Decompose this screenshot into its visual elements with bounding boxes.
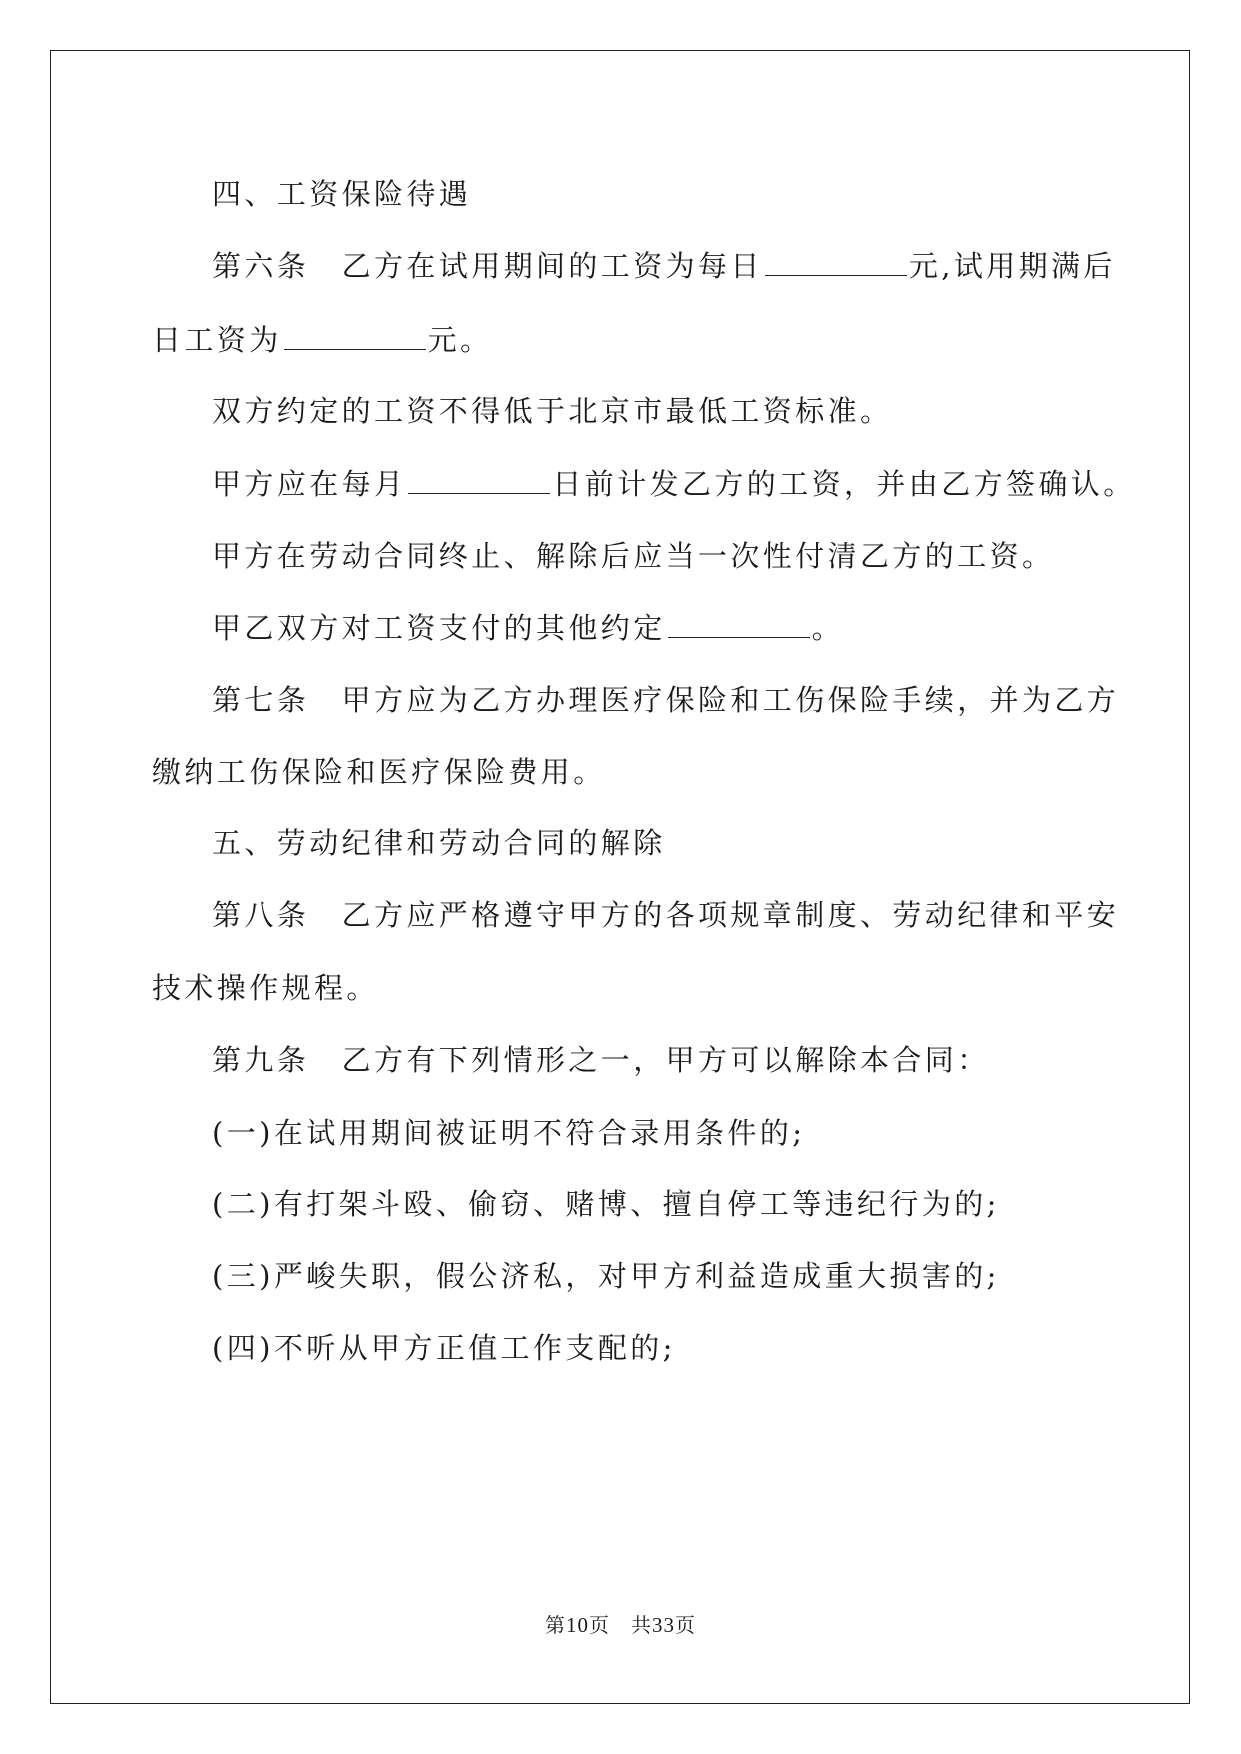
article-9-item-1: (一)在试用期间被证明不符合录用条件的; [212, 1116, 806, 1150]
article-9-intro: 第九条 乙方有下列情形之一，甲方可以解除本合同： [212, 1043, 990, 1077]
blank-daily-wage-trial [765, 249, 907, 276]
blank-pay-day [408, 467, 550, 494]
article-7-line-2: 缴纳工伤保险和医疗保险费用。 [152, 755, 606, 789]
paragraph-pay-date: 甲方应在每月 日前计发乙方的工资，并由乙方签确认。 [212, 467, 1136, 501]
page-border [50, 50, 1190, 1704]
blank-daily-wage-after-trial [284, 323, 426, 350]
article-9-item-4: (四)不听从甲方正值工作支配的; [212, 1331, 676, 1365]
page-number: 10 [566, 1613, 589, 1637]
paragraph-minimum-wage: 双方约定的工资不得低于北京市最低工资标准。 [212, 394, 893, 428]
article-8-line-2: 技术操作规程。 [152, 971, 379, 1005]
footer-suffix: 页 [675, 1613, 696, 1637]
paragraph-final-pay: 甲方在劳动合同终止、解除后应当一次性付清乙方的工资。 [212, 539, 1055, 573]
article-8-line-1: 第八条 乙方应严格遵守甲方的各项规章制度、劳动纪律和平安 [212, 898, 1120, 932]
page-total: 33 [652, 1613, 675, 1637]
section-heading-discipline: 五、劳动纪律和劳动合同的解除 [212, 826, 666, 860]
footer-prefix: 第 [545, 1613, 566, 1637]
article-7-line-1: 第七条 甲方应为乙方办理医疗保险和工伤保险手续，并为乙方 [212, 683, 1120, 717]
footer-mid: 页 共 [589, 1613, 652, 1637]
blank-other-agreements [668, 611, 810, 638]
article-9-item-2: (二)有打架斗殴、偷窃、赌博、擅自停工等违纪行为的; [212, 1187, 1000, 1221]
article-6-line-2: 日工资为 元。 [152, 323, 493, 357]
section-heading-wages: 四、工资保险待遇 [212, 177, 472, 211]
article-6-line-1: 第六条 乙方在试用期间的工资为每日 元,试用期满后 [212, 249, 1116, 283]
paragraph-other-agreements: 甲乙双方对工资支付的其他约定 。 [212, 611, 845, 645]
article-9-item-3: (三)严峻失职，假公济私，对甲方利益造成重大损害的; [212, 1259, 1000, 1293]
page-footer [0, 1612, 1241, 1638]
